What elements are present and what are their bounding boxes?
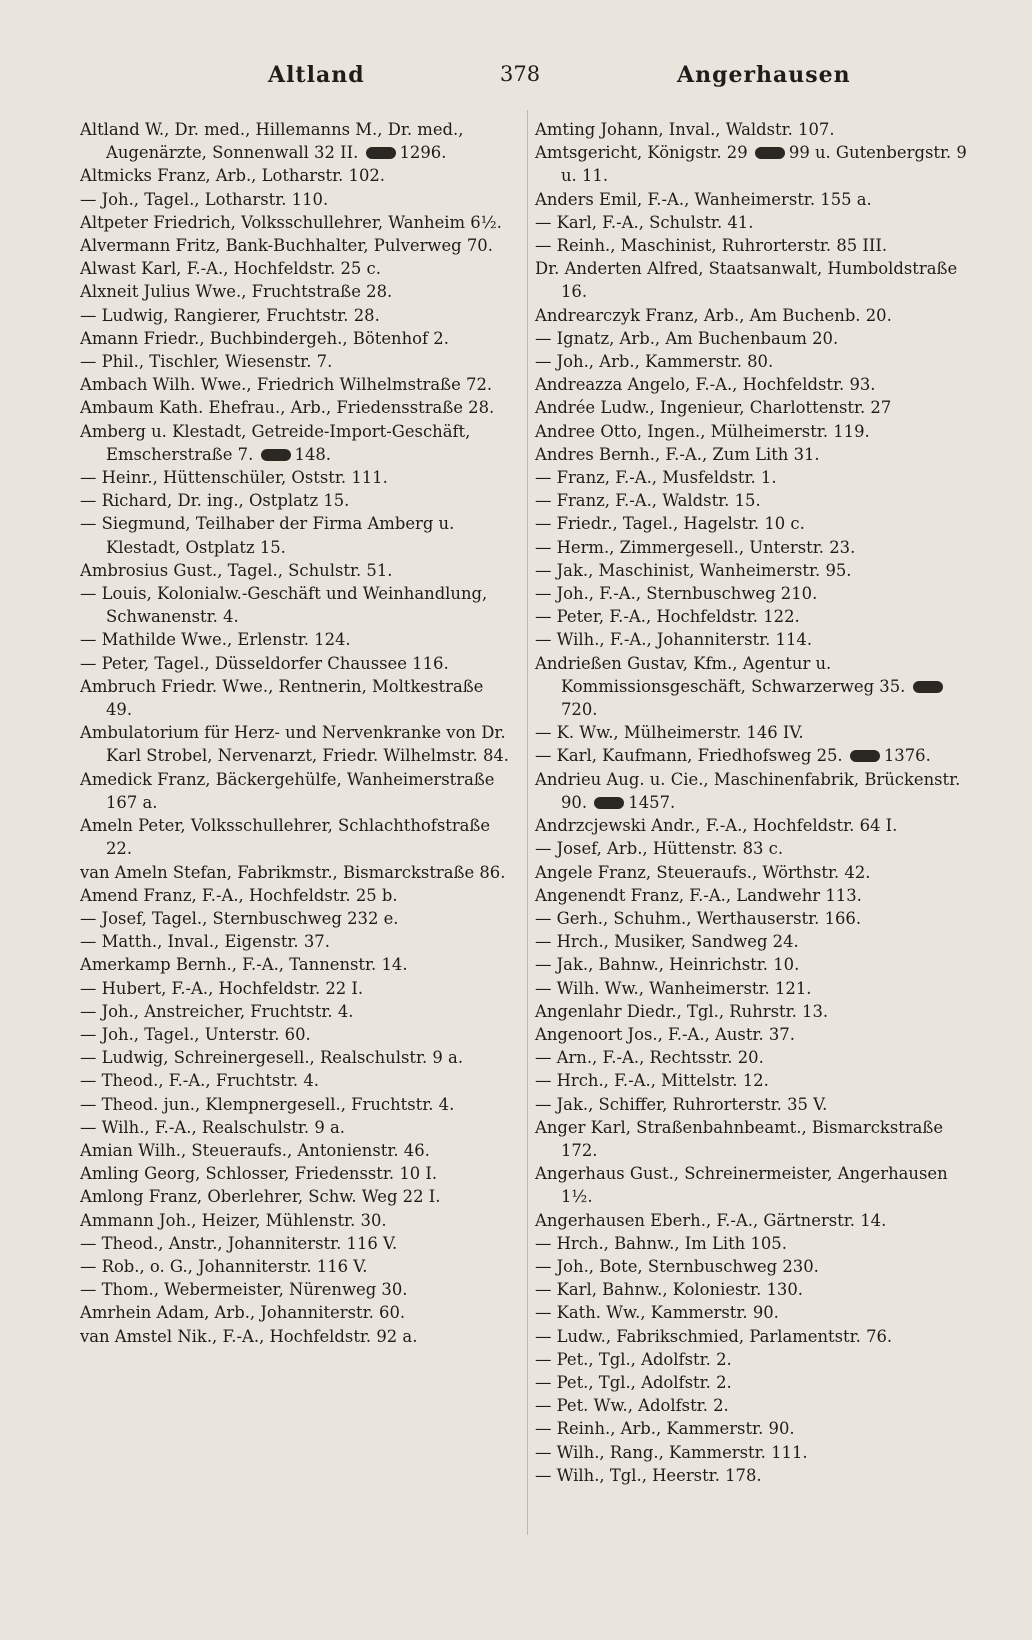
phone-number: 720. — [561, 700, 598, 720]
directory-entry — [535, 420, 975, 443]
directory-entry — [80, 350, 510, 373]
entry-text: Andrieu Aug. u. Cie., Maschinenfabrik, Brückenstr. 90. — [535, 769, 961, 812]
directory-entry — [80, 1139, 510, 1162]
entry-text: Andrée Ludw., Ingenieur, Charlottenstr. 27 — [535, 398, 892, 418]
directory-entry — [80, 977, 510, 1000]
directory-entry — [80, 373, 510, 396]
entry-text: — Wilh. Ww., Wanheimerstr. 121. — [535, 978, 812, 998]
entry-text: — Ludwig, Schreinergesell., Realschulstr. 9 a. — [80, 1048, 464, 1068]
directory-entry — [535, 1023, 975, 1046]
entry-text: Andres Bernh., F.-A., Zum Lith 31. — [535, 444, 820, 464]
entry-text: Alvermann Fritz, Bank-Buchhalter, Pulverweg 70. — [80, 236, 493, 256]
telephone-icon — [755, 147, 785, 159]
entry-text: Altland W., Dr. med., Hillemanns M., Dr. med., Augenärzte, Sonnenwall 32 II. — [80, 120, 464, 163]
right-column — [535, 118, 975, 1487]
directory-entry — [80, 721, 510, 767]
directory-entry — [80, 1232, 510, 1255]
entry-text: — Franz, F.-A., Musfeldstr. 1. — [535, 468, 777, 488]
entry-text: Ambruch Friedr. Wwe., Rentnerin, Moltkestraße 49. — [80, 676, 484, 720]
directory-entry — [535, 953, 975, 976]
entry-text: van Ameln Stefan, Fabrikmstr., Bismarckstraße 86. — [80, 862, 506, 882]
entry-text: Alxneit Julius Wwe., Fruchtstraße 28. — [80, 282, 393, 302]
directory-entry — [535, 884, 975, 907]
entry-text: — Mathilde Wwe., Erlenstr. 124. — [80, 630, 351, 650]
entry-text: — Karl, Kaufmann, Friedhofsweg 25. — [535, 746, 843, 766]
entry-text: Ambaum Kath. Ehefrau., Arb., Friedensstraße 28. — [80, 398, 495, 418]
entry-text: — Joh., Tagel., Lotharstr. 110. — [80, 189, 329, 209]
telephone-icon — [261, 449, 291, 461]
entry-text: — K. Ww., Mülheimerstr. 146 IV. — [535, 723, 804, 743]
directory-entry — [535, 652, 975, 722]
directory-entry — [535, 559, 975, 582]
telephone-icon — [913, 681, 943, 693]
entry-text: — Jak., Schiffer, Ruhrorterstr. 35 V. — [535, 1094, 828, 1114]
directory-entry — [535, 443, 975, 466]
directory-entry — [80, 1325, 510, 1348]
directory-entry — [80, 280, 510, 303]
entry-text: — Siegmund, Teilhaber der Firma Amberg u. Klestadt, Ostplatz 15. — [80, 514, 455, 557]
telephone-icon — [850, 750, 880, 762]
phone-number: 1376. — [883, 746, 931, 766]
directory-entry — [535, 861, 975, 884]
directory-entry — [535, 814, 975, 837]
directory-entry — [535, 744, 975, 767]
entry-text: — Theod., Anstr., Johanniterstr. 116 V. — [80, 1233, 398, 1253]
directory-entry — [535, 1417, 975, 1440]
entry-text: Andreazza Angelo, F.-A., Hochfeldstr. 93. — [535, 375, 876, 395]
directory-entry — [535, 721, 975, 744]
directory-entry — [80, 652, 510, 675]
entry-text: — Ignatz, Arb., Am Buchenbaum 20. — [535, 328, 839, 348]
directory-entry — [535, 1116, 975, 1162]
directory-entry — [80, 466, 510, 489]
directory-entry — [535, 466, 975, 489]
phone-number: 99 u. Gutenbergstr. 9 u. 11. — [561, 143, 967, 186]
entry-text: Anger Karl, Straßenbahnbeamt., Bismarckstraße 172. — [535, 1117, 944, 1160]
entry-text: — Joh., Anstreicher, Fruchtstr. 4. — [80, 1001, 354, 1021]
entry-text: Amlong Franz, Oberlehrer, Schw. Weg 22 I. — [80, 1187, 441, 1207]
directory-entry — [80, 1093, 510, 1116]
entry-text: Angerhausen Eberh., F.-A., Gärtnerstr. 14. — [535, 1210, 887, 1230]
entry-text: Angenlahr Diedr., Tgl., Ruhrstr. 13. — [535, 1001, 829, 1021]
phone-number: 1296. — [399, 143, 447, 163]
entry-text: Amting Johann, Inval., Waldstr. 107. — [535, 120, 835, 139]
entry-text: Andrearczyk Franz, Arb., Am Buchenb. 20. — [535, 305, 892, 325]
entry-text: — Reinh., Maschinist, Ruhrorterstr. 85 III. — [535, 236, 888, 256]
directory-entry — [535, 234, 975, 257]
directory-entry — [535, 211, 975, 234]
directory-entry — [80, 257, 510, 280]
entry-text: — Pet., Tgl., Adolfstr. 2. — [535, 1349, 732, 1369]
entry-text: — Heinr., Hüttenschüler, Oststr. 111. — [80, 468, 388, 488]
directory-entry — [535, 930, 975, 953]
entry-text: — Joh., Arb., Kammerstr. 80. — [535, 352, 774, 372]
directory-entry — [80, 582, 510, 628]
entry-text: Amberg u. Klestadt, Getreide-Import-Geschäft, Emscherstraße 7. — [80, 421, 471, 464]
directory-entry — [80, 396, 510, 419]
directory-entry — [535, 1325, 975, 1348]
directory-entry — [535, 1232, 975, 1255]
directory-entry — [535, 512, 975, 535]
running-header-left: Altland — [268, 62, 365, 88]
directory-entry — [80, 188, 510, 211]
entry-text: Angele Franz, Steueraufs., Wörthstr. 42. — [535, 862, 871, 882]
entry-text: — Friedr., Tagel., Hagelstr. 10 c. — [535, 514, 805, 534]
directory-entry — [535, 1394, 975, 1417]
directory-entry — [535, 1209, 975, 1232]
entry-text: — Ludw., Fabrikschmied, Parlamentstr. 76. — [535, 1326, 893, 1346]
directory-entry — [80, 234, 510, 257]
entry-text: — Wilh., Rang., Kammerstr. 111. — [535, 1442, 808, 1462]
directory-entry — [535, 582, 975, 605]
entry-text: — Karl, F.-A., Schulstr. 41. — [535, 212, 754, 232]
entry-text: — Peter, F.-A., Hochfeldstr. 122. — [535, 607, 800, 627]
entry-text: Angerhaus Gust., Schreinermeister, Angerhausen 1½. — [535, 1164, 948, 1207]
entry-text: — Joh., Bote, Sternbuschweg 230. — [535, 1256, 819, 1276]
column-divider — [527, 110, 528, 1535]
entry-text: Andrießen Gustav, Kfm., Agentur u. Kommissionsgeschäft, Schwarzerweg 35. — [535, 653, 906, 696]
directory-entry — [535, 1441, 975, 1464]
entry-text: Ambrosius Gust., Tagel., Schulstr. 51. — [80, 560, 393, 580]
directory-entry — [80, 1301, 510, 1324]
directory-entry — [535, 373, 975, 396]
entry-text: — Herm., Zimmergesell., Unterstr. 23. — [535, 537, 856, 557]
directory-entry — [535, 1348, 975, 1371]
entry-text: Amtsgericht, Königstr. 29 — [535, 143, 748, 163]
directory-entry — [535, 1069, 975, 1092]
entry-text: Amrhein Adam, Arb., Johanniterstr. 60. — [80, 1303, 406, 1323]
directory-entry — [80, 1046, 510, 1069]
entry-text: — Pet., Tgl., Adolfstr. 2. — [535, 1372, 732, 1392]
directory-entry — [535, 188, 975, 211]
entry-text: Amling Georg, Schlosser, Friedensstr. 10 I. — [80, 1164, 438, 1184]
directory-entry — [80, 1069, 510, 1092]
directory-entry — [535, 1464, 975, 1487]
directory-entry — [80, 420, 510, 466]
entry-text: Amian Wilh., Steueraufs., Antonienstr. 46. — [80, 1140, 430, 1160]
entry-text: — Wilh., F.-A., Johanniterstr. 114. — [535, 630, 813, 650]
directory-entry — [535, 1000, 975, 1023]
entry-text: — Wilh., Tgl., Heerstr. 178. — [535, 1465, 762, 1485]
entry-text: Ameln Peter, Volksschullehrer, Schlachthofstraße 22. — [80, 816, 491, 859]
directory-entry — [80, 211, 510, 234]
entry-text: Altpeter Friedrich, Volksschullehrer, Wanheim 6½. — [80, 212, 502, 232]
entry-text: — Jak., Maschinist, Wanheimerstr. 95. — [535, 560, 852, 580]
directory-entry — [80, 884, 510, 907]
entry-text: Ambach Wilh. Wwe., Friedrich Wilhelmstraße 72. — [80, 375, 493, 395]
entry-text: — Joh., F.-A., Sternbuschweg 210. — [535, 584, 818, 604]
entry-text: — Josef, Arb., Hüttenstr. 83 c. — [535, 839, 784, 859]
entry-text: — Reinh., Arb., Kammerstr. 90. — [535, 1419, 795, 1439]
page-number: 378 — [500, 62, 541, 86]
left-column — [80, 118, 510, 1348]
directory-entry — [80, 1209, 510, 1232]
entry-text: — Franz, F.-A., Waldstr. 15. — [535, 491, 761, 511]
directory-entry — [80, 1000, 510, 1023]
telephone-icon — [366, 147, 396, 159]
directory-entry — [80, 675, 510, 721]
directory-entry — [80, 489, 510, 512]
entry-text: van Amstel Nik., F.-A., Hochfeldstr. 92 a. — [80, 1326, 418, 1346]
entry-text: — Gerh., Schuhm., Werthauserstr. 166. — [535, 908, 862, 928]
entry-text: Alwast Karl, F.-A., Hochfeldstr. 25 c. — [80, 259, 381, 279]
directory-entry — [80, 953, 510, 976]
directory-entry — [535, 1278, 975, 1301]
entry-text: — Hrch., Bahnw., Im Lith 105. — [535, 1233, 787, 1253]
entry-text: Dr. Anderten Alfred, Staatsanwalt, Humboldstraße 16. — [535, 259, 958, 302]
directory-entry — [535, 350, 975, 373]
entry-text: Amerkamp Bernh., F.-A., Tannenstr. 14. — [80, 955, 408, 975]
directory-entry — [80, 1162, 510, 1185]
directory-entry — [535, 1371, 975, 1394]
directory-entry — [535, 327, 975, 350]
directory-entry — [535, 1255, 975, 1278]
entry-text: Angenendt Franz, F.-A., Landwehr 113. — [535, 885, 862, 905]
directory-entry — [535, 605, 975, 628]
entry-text: — Jak., Bahnw., Heinrichstr. 10. — [535, 955, 800, 975]
entry-text: — Karl, Bahnw., Koloniestr. 130. — [535, 1280, 803, 1300]
directory-entry — [80, 164, 510, 187]
entry-text: Andree Otto, Ingen., Mülheimerstr. 119. — [535, 421, 870, 441]
directory-entry — [535, 628, 975, 651]
entry-text: Angenoort Jos., F.-A., Austr. 37. — [535, 1024, 795, 1044]
directory-entry — [80, 907, 510, 930]
running-header-right: Angerhausen — [677, 62, 851, 88]
entry-text: — Ludwig, Rangierer, Fruchtstr. 28. — [80, 305, 380, 325]
directory-entry — [80, 768, 510, 814]
entry-text: Anders Emil, F.-A., Wanheimerstr. 155 a. — [535, 189, 872, 209]
directory-entry — [80, 1278, 510, 1301]
directory-entry — [80, 512, 510, 558]
directory-entry — [535, 304, 975, 327]
entry-text: Amedick Franz, Bäckergehülfe, Wanheimerstraße 167 a. — [80, 769, 495, 812]
directory-entry — [535, 489, 975, 512]
directory-entry — [80, 1255, 510, 1278]
entry-text: — Wilh., F.-A., Realschulstr. 9 a. — [80, 1117, 345, 1137]
entry-text: — Hubert, F.-A., Hochfeldstr. 22 I. — [80, 978, 364, 998]
entry-text: — Joh., Tagel., Unterstr. 60. — [80, 1024, 311, 1044]
directory-entry — [80, 930, 510, 953]
directory-entry — [535, 907, 975, 930]
entry-text: Amann Friedr., Buchbindergeh., Bötenhof 2. — [80, 328, 449, 348]
directory-entry — [535, 1301, 975, 1324]
entry-text: — Arn., F.-A., Rechtsstr. 20. — [535, 1048, 764, 1068]
entry-text: — Josef, Tagel., Sternbuschweg 232 e. — [80, 908, 399, 928]
entry-text: — Rob., o. G., Johanniterstr. 116 V. — [80, 1256, 368, 1276]
entry-text: — Pet. Ww., Adolfstr. 2. — [535, 1396, 729, 1416]
entry-text: — Thom., Webermeister, Nürenweg 30. — [80, 1280, 408, 1300]
directory-entry — [535, 1093, 975, 1116]
directory-entry — [535, 141, 975, 187]
entry-text: — Hrch., Musiker, Sandweg 24. — [535, 932, 799, 952]
phone-number: 1457. — [628, 792, 676, 812]
directory-entry — [80, 118, 510, 164]
entry-text: — Richard, Dr. ing., Ostplatz 15. — [80, 491, 350, 511]
directory-entry — [535, 118, 975, 141]
directory-entry — [80, 814, 510, 860]
entry-text: — Hrch., F.-A., Mittelstr. 12. — [535, 1071, 769, 1091]
directory-entry — [535, 536, 975, 559]
directory-entry — [80, 1023, 510, 1046]
directory-entry — [535, 257, 975, 303]
directory-entry — [80, 1185, 510, 1208]
entry-text: — Matth., Inval., Eigenstr. 37. — [80, 932, 330, 952]
directory-entry — [535, 837, 975, 860]
directory-entry — [80, 327, 510, 350]
directory-entry — [535, 396, 975, 419]
directory-entry — [535, 977, 975, 1000]
entry-text: Altmicks Franz, Arb., Lotharstr. 102. — [80, 166, 386, 186]
entry-text: — Peter, Tagel., Düsseldorfer Chaussee 116. — [80, 653, 449, 673]
entry-text: — Theod., F.-A., Fruchtstr. 4. — [80, 1071, 319, 1091]
directory-entry — [535, 1162, 975, 1208]
phone-number: 148. — [294, 444, 332, 464]
entry-text: Amend Franz, F.-A., Hochfeldstr. 25 b. — [80, 885, 398, 905]
entry-text: Ammann Joh., Heizer, Mühlenstr. 30. — [80, 1210, 387, 1230]
entry-text: — Phil., Tischler, Wiesenstr. 7. — [80, 352, 333, 372]
directory-entry — [80, 1116, 510, 1139]
entry-text: — Louis, Kolonialw.-Geschäft und Weinhandlung, Schwanenstr. 4. — [80, 584, 488, 627]
entry-text: Ambulatorium für Herz- und Nervenkranke von Dr. Karl Strobel, Nervenarzt, Friedr. Wilhelmstr. 84. — [80, 723, 510, 766]
directory-entry — [80, 628, 510, 651]
directory-entry — [535, 1046, 975, 1069]
directory-entry — [80, 861, 510, 884]
directory-entry — [535, 768, 975, 814]
entry-text: — Kath. Ww., Kammerstr. 90. — [535, 1303, 779, 1323]
entry-text: — Theod. jun., Klempnergesell., Fruchtstr. 4. — [80, 1094, 455, 1114]
entry-text: Andrzcjewski Andr., F.-A., Hochfeldstr. 64 I. — [535, 816, 898, 836]
telephone-icon — [594, 797, 624, 809]
directory-entry — [80, 304, 510, 327]
directory-entry — [80, 559, 510, 582]
